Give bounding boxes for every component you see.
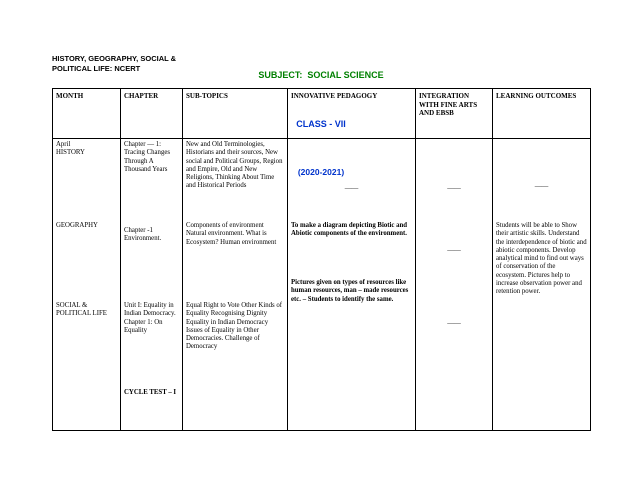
integration-cell [416, 139, 493, 431]
chapter-spl: Unit I: Equality in Indian Democracy. Chapter 1: On Equality [124, 302, 176, 334]
month-april: April [56, 141, 71, 148]
month-cell [53, 139, 121, 431]
integration-dash-3: —— [447, 320, 461, 327]
column-header-chapter: CHAPTER [121, 89, 183, 139]
outcomes-dash: —— [534, 183, 549, 190]
pedagogy-cell [288, 139, 416, 431]
month-geography: GEOGRAPHY [56, 222, 98, 229]
column-header-integration: INTEGRATION WITH FINE ARTS AND EBSB [416, 89, 493, 139]
class-title: CLASS - VII [296, 119, 346, 129]
column-header-month: MONTH [53, 89, 121, 139]
month-spl: SOCIAL & POLITICAL LIFE [56, 302, 107, 318]
outcomes-cell [493, 139, 591, 431]
year-title: (2020-2021) [297, 167, 345, 177]
left-title-block [52, 54, 176, 74]
subtopics-spl: Equal Right to Vote Other Kinds of Equality Recognising Dignity Equality in Indian Democracy Issues of Equality in Other Democracies. Challenge of Democracy [186, 302, 283, 351]
column-header-subtopics: SUB-TOPICS [183, 89, 288, 139]
column-header-pedagogy: INNOVATIVE PEDAGOGY [288, 89, 416, 139]
chapter-cell [121, 139, 183, 431]
chapter-cycle-test: CYCLE TEST – I [124, 389, 177, 396]
syllabus-table [52, 88, 591, 431]
subtopics-history: New and Old Terminologies, Historians and their sources, New social and Political Groups, Region and Empire, Old and New Religions, Thinking About Time and Historical Periods [186, 141, 283, 190]
pedagogy-geography: To make a diagram depicting Biotic and Abiotic components of the environment. [291, 222, 408, 238]
pedagogy-dash: —— [344, 185, 359, 192]
chapter-history: Chapter — 1: Tracing Changes Through A Thousand Years [124, 141, 171, 173]
outcomes-text: Students will be able to Show their artistic skills. Understand the interdependence of biotic and abiotic components. Develop analytical mind to find out ways of conservation of the ecosystem. Pictures help to increase observation power and retention power. [496, 222, 587, 296]
subtopics-cell [183, 139, 288, 431]
left-title-line1: HISTORY, GEOGRAPHY, SOCIAL & [52, 54, 177, 63]
document-page [52, 34, 590, 431]
subtopics-geography: Components of environment Natural environment. What is Ecosystem? Human environment [186, 222, 277, 246]
integration-dash-2: —— [447, 247, 461, 254]
chapter-geography: Chapter -1 Environment. [124, 227, 162, 243]
month-history: HISTORY [56, 149, 85, 157]
pedagogy-spl: Pictures given on types of resources like human resources, man – made resources etc. – Students to identify the same. [291, 279, 409, 303]
column-header-outcomes: LEARNING OUTCOMES [493, 89, 591, 139]
subject-title: SUBJECT: SOCIAL SCIENCE [258, 70, 384, 80]
left-title-line2: POLITICAL LIFE: NCERT [52, 63, 141, 73]
integration-dash-1: —— [447, 185, 461, 192]
month-history-block [56, 141, 117, 158]
